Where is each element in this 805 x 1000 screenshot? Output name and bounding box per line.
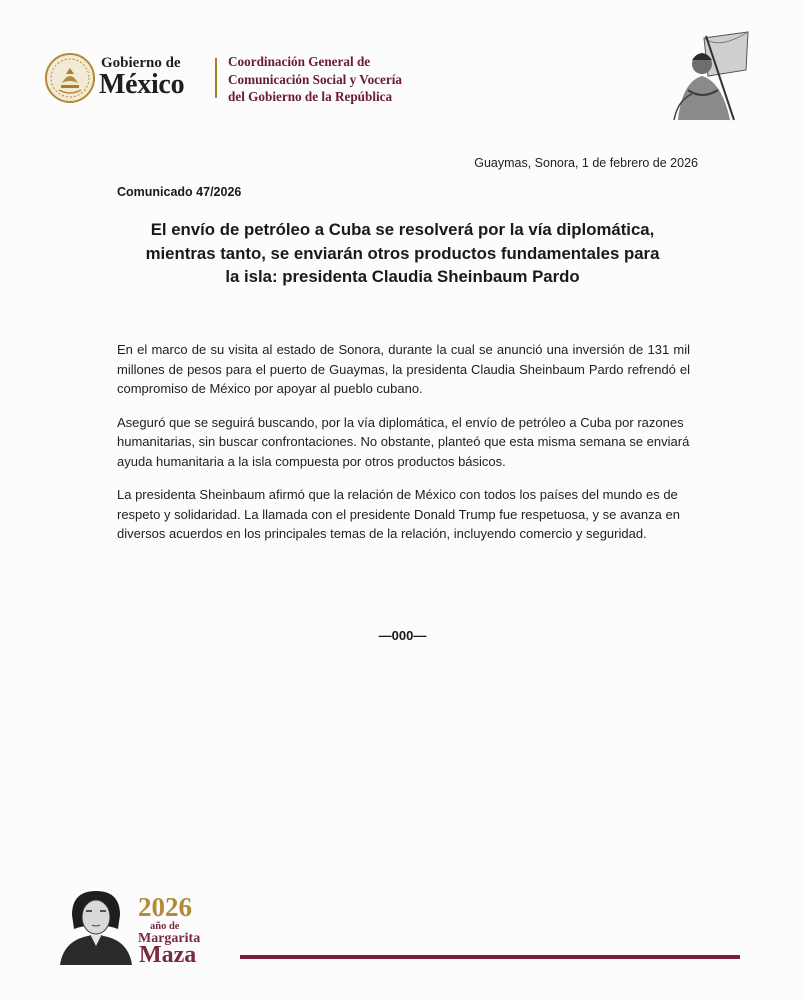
heroine-with-flag-icon xyxy=(664,30,750,122)
headline xyxy=(100,218,705,289)
logo-line-mexico: México xyxy=(99,69,185,100)
agency-line-3: del Gobierno de la República xyxy=(228,89,393,104)
headline-line: El envío de petróleo a Cuba se resolverá por la vía diplomática, xyxy=(150,220,655,239)
header-divider xyxy=(215,58,217,98)
agency-line-2: Comunicación Social y Vocería xyxy=(228,71,402,87)
footer-rule xyxy=(240,955,740,959)
headline-line: la isla: presidenta Claudia Sheinbaum Pardo xyxy=(225,267,580,286)
footer-ano-de: año de xyxy=(150,921,180,932)
footer-margarita: Margarita xyxy=(138,931,201,946)
agency-line-1: Coordinación General de xyxy=(228,54,371,69)
paragraph: La presidenta Sheinbaum afirmó que la relación de México con todos los países del mundo es de respeto y solidaridad. La llamada con el presidente Donald Trump fue respetuosa, y se avanza en diversos acuerdos en los principales temas de la relación, incluyendo comercio y seguridad. xyxy=(117,487,680,541)
headline-line: mientras tanto, se enviarán otros productos fundamentales para xyxy=(145,243,660,263)
closing-mark: —000— xyxy=(378,628,427,643)
footer-year: 2026 xyxy=(138,892,192,922)
paragraph: En el marco de su visita al estado de Sonora, durante la cual se anunció una inversión de 131 mil millones de pesos para el puerto de Guaymas, la presidenta Claudia Sheinbaum Pardo refrendó el compromiso de México por apoyar al pueblo cubano. xyxy=(117,342,690,396)
logo-line-gobierno: Gobierno de xyxy=(101,55,181,71)
document-date: Guaymas, Sonora, 1 de febrero de 2026 xyxy=(474,156,698,170)
comunicado-number: Comunicado 47/2026 xyxy=(117,185,242,199)
footer-maza: Maza xyxy=(139,942,197,968)
paragraph: Aseguró que se seguirá buscando, por la vía diplomática, el envío de petróleo a Cuba por razones humanitarias, sin buscar confrontaciones. No obstante, planteó que esta misma semana se enviará ayuda humanitaria a la isla compuesta por otros productos básicos. xyxy=(117,414,690,469)
agency-name xyxy=(228,53,402,106)
mexican-eagle-seal-icon xyxy=(44,52,96,104)
gobierno-de-mexico-logo xyxy=(44,50,224,110)
margarita-maza-portrait-icon xyxy=(56,885,136,965)
body-text xyxy=(117,340,690,558)
